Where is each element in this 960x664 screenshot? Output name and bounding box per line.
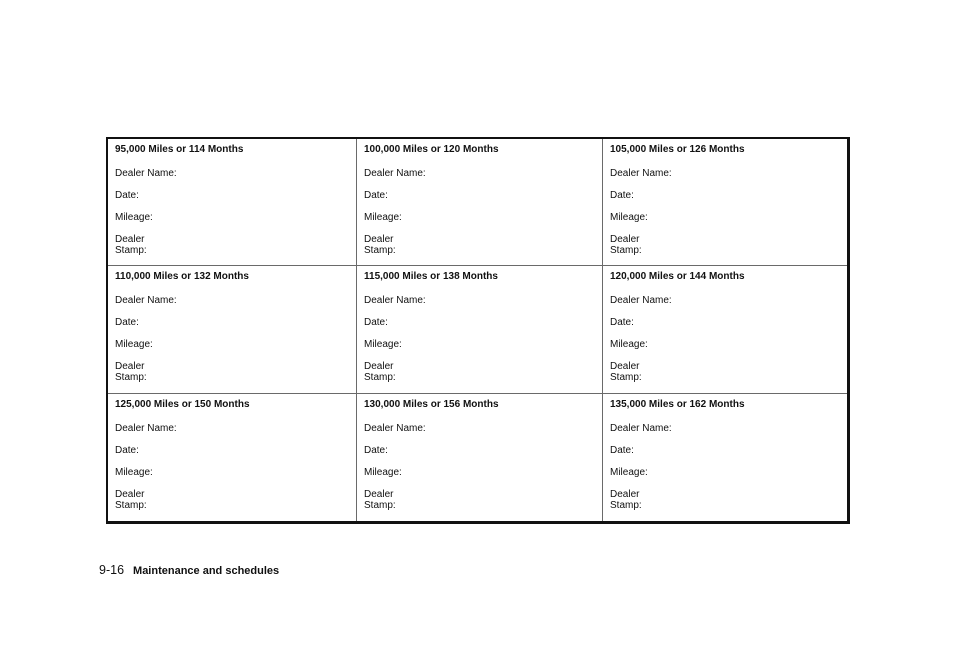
dealer-stamp-label-line2: Stamp: [115, 245, 147, 256]
dealer-stamp-label-line2: Stamp: [610, 245, 642, 256]
record-title: 105,000 Miles or 126 Months [610, 144, 745, 155]
dealer-stamp-label-line2: Stamp: [364, 372, 396, 384]
mileage-label: Mileage: [610, 339, 648, 351]
record-title: 115,000 Miles or 138 Months [364, 271, 498, 283]
maintenance-record-110000 [108, 266, 357, 393]
maintenance-record-115000 [357, 266, 603, 393]
record-title: 135,000 Miles or 162 Months [610, 398, 745, 410]
mileage-label: Mileage: [364, 466, 402, 478]
date-label: Date: [115, 190, 139, 201]
date-label: Date: [610, 317, 634, 329]
date-label: Date: [364, 317, 388, 329]
date-label: Date: [115, 444, 139, 456]
dealer-stamp-label-line2: Stamp: [610, 499, 642, 511]
record-title: 130,000 Miles or 156 Months [364, 398, 499, 410]
dealer-name-label: Dealer Name: [364, 168, 426, 179]
record-title: 125,000 Miles or 150 Months [115, 398, 250, 410]
mileage-label: Mileage: [610, 466, 648, 478]
dealer-name-label: Dealer Name: [610, 168, 672, 179]
dealer-stamp-label-line1: Dealer [364, 234, 394, 245]
date-label: Date: [610, 190, 634, 201]
maintenance-record-130000 [357, 394, 603, 521]
dealer-name-label: Dealer Name: [115, 168, 177, 179]
date-label: Date: [364, 190, 388, 201]
dealer-stamp-label-line1: Dealer [364, 488, 394, 500]
maintenance-record-125000 [108, 394, 357, 521]
date-label: Date: [610, 444, 634, 456]
dealer-stamp-label-line1: Dealer [610, 234, 640, 245]
section-title: Maintenance and schedules [133, 565, 280, 577]
mileage-label: Mileage: [115, 466, 153, 478]
dealer-stamp-label-line2: Stamp: [115, 499, 147, 511]
dealer-stamp-label-line2: Stamp: [364, 499, 396, 511]
mileage-label: Mileage: [364, 212, 402, 223]
maintenance-record-grid [106, 137, 850, 524]
record-title: 100,000 Miles or 120 Months [364, 144, 499, 155]
record-title: 95,000 Miles or 114 Months [115, 144, 244, 155]
dealer-stamp-label-line1: Dealer [610, 488, 640, 500]
dealer-name-label: Dealer Name: [610, 295, 672, 307]
dealer-name-label: Dealer Name: [115, 295, 177, 307]
maintenance-record-120000 [603, 266, 847, 393]
page-footer [99, 562, 279, 578]
maintenance-record-105000 [603, 139, 847, 266]
dealer-stamp-label-line2: Stamp: [364, 245, 396, 256]
date-label: Date: [115, 317, 139, 329]
page-number: 9-16 [99, 563, 125, 577]
mileage-label: Mileage: [115, 339, 153, 351]
record-title: 110,000 Miles or 132 Months [115, 271, 249, 283]
dealer-stamp-label-line2: Stamp: [115, 372, 147, 384]
dealer-name-label: Dealer Name: [364, 295, 426, 307]
dealer-name-label: Dealer Name: [115, 422, 177, 434]
record-title: 120,000 Miles or 144 Months [610, 271, 745, 283]
maintenance-record-100000 [357, 139, 603, 266]
dealer-stamp-label-line1: Dealer [115, 488, 145, 500]
maintenance-record-135000 [603, 394, 847, 521]
dealer-stamp-label-line1: Dealer [115, 234, 145, 245]
date-label: Date: [364, 444, 388, 456]
dealer-stamp-label-line1: Dealer [115, 361, 145, 373]
dealer-stamp-label-line1: Dealer [610, 361, 640, 373]
mileage-label: Mileage: [610, 212, 648, 223]
mileage-label: Mileage: [115, 212, 153, 223]
dealer-name-label: Dealer Name: [364, 422, 426, 434]
maintenance-record-95000 [108, 139, 357, 266]
dealer-name-label: Dealer Name: [610, 422, 672, 434]
dealer-stamp-label-line1: Dealer [364, 361, 394, 373]
dealer-stamp-label-line2: Stamp: [610, 372, 642, 384]
mileage-label: Mileage: [364, 339, 402, 351]
